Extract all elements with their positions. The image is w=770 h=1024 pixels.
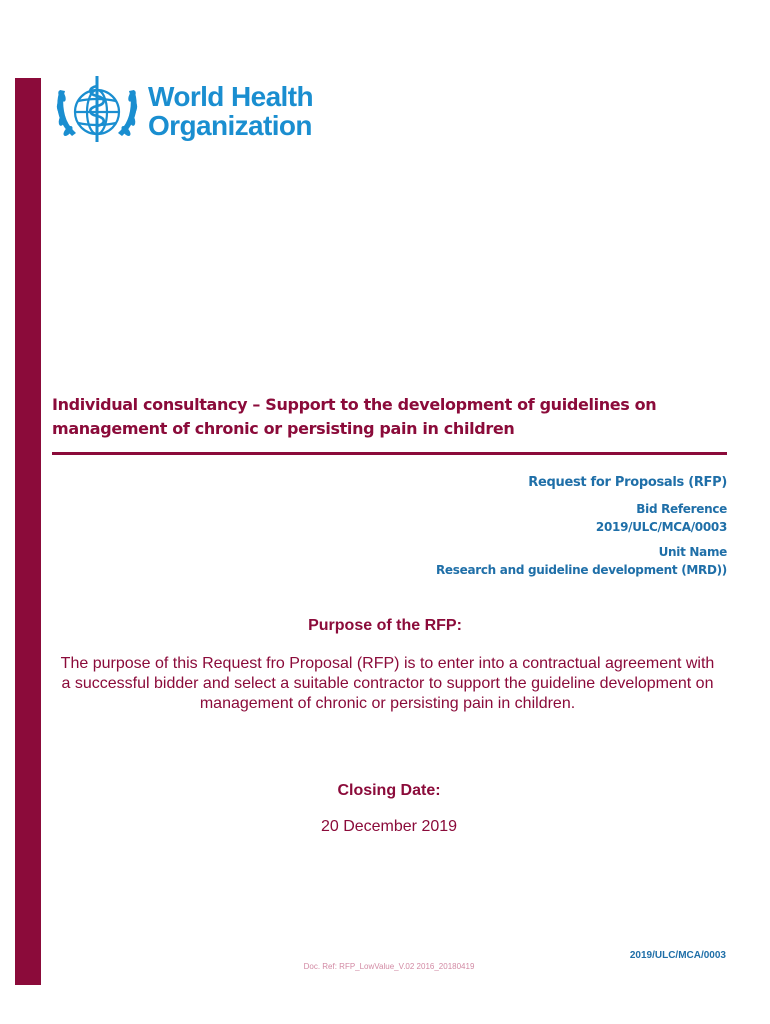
bid-reference-value: 2019/ULC/MCA/0003 [595,520,727,534]
bid-reference-label: Bid Reference [636,502,727,516]
logo-line-1: World Health [148,81,313,112]
title-divider [52,452,727,455]
who-wordmark [148,82,313,140]
footer-reference: 2019/ULC/MCA/0003 [629,950,726,961]
rfp-label: Request for Proposals (RFP) [528,475,727,490]
rfp-metadata [436,474,727,579]
left-accent-bar [15,78,41,985]
unit-name-label: Unit Name [658,545,727,559]
unit-name-value: Research and guideline development (MRD)) [435,563,727,577]
purpose-body: The purpose of this Request fro Proposal (RFP) is to enter into a contractual agreement with a successful bidder and select a suitable contractor to support the guideline development on management of chronic or persisting pain in children. [60,655,715,712]
purpose-heading: Purpose of the RFP: [308,617,462,634]
who-logo [52,70,332,154]
who-emblem-icon [52,70,142,154]
closing-date-value: 20 December 2019 [320,818,458,835]
footer-doc-ref: Doc. Ref: RFP_LowValue_V.02 2016_20180419 [303,962,475,971]
logo-line-2: Organization [148,110,312,141]
document-title: Individual consultancy – Support to the development of guidelines on management of chronic or persisting pain in children [52,395,657,438]
closing-date-heading: Closing Date: [337,782,441,799]
